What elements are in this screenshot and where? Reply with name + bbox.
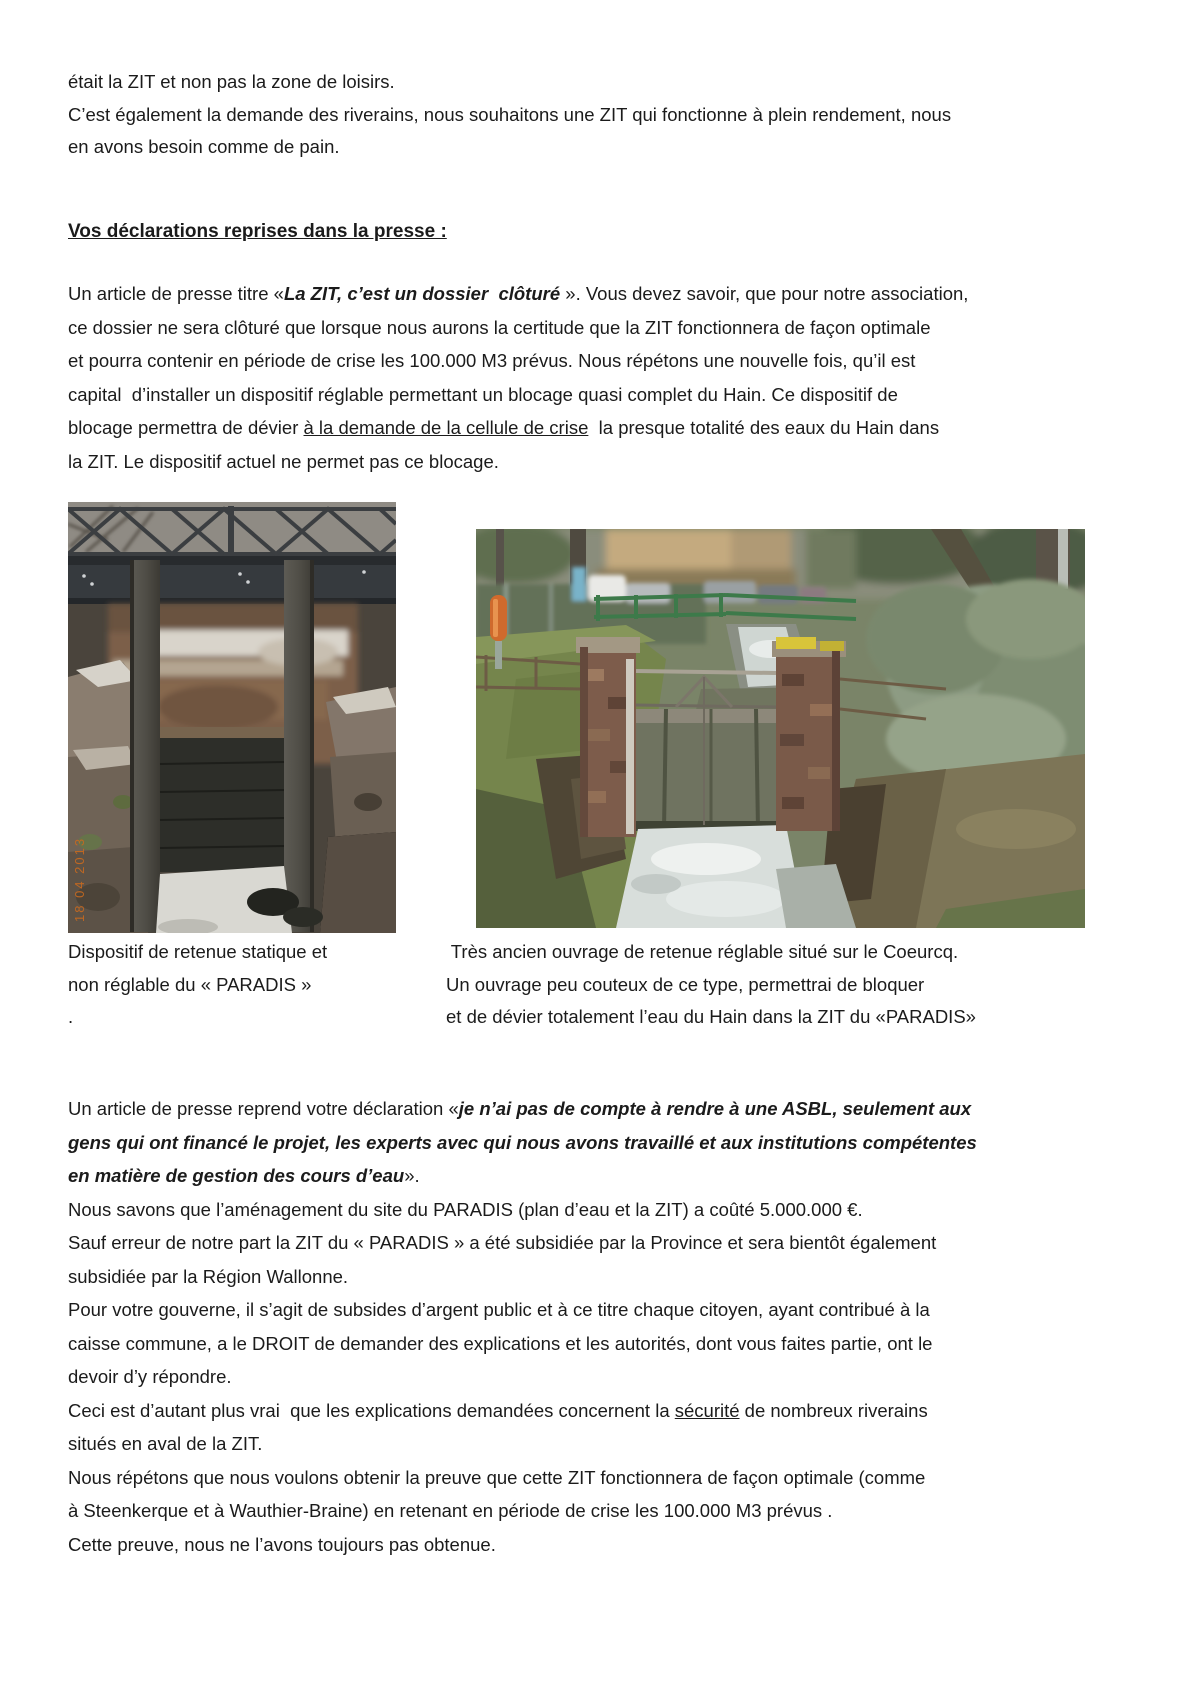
caption-line: et de dévier totalement l’eau du Hain dans la ZIT du «PARADIS» bbox=[446, 1006, 976, 1027]
brick-pillar-left bbox=[576, 637, 640, 837]
text-line: Nous répétons que nous voulons obtenir la preuve que cette ZIT fonctionnera de façon optimale (comme bbox=[68, 1466, 926, 1488]
section-heading bbox=[68, 220, 447, 244]
main-quote-bold-line: gens qui ont financé le projet, les experts avec qui nous avons travaillé et aux institutions compétentes bbox=[68, 1131, 977, 1153]
press-quote-bold: La ZIT, c’est un dossier clôturé bbox=[283, 283, 561, 304]
text-line: Nous savons que l’aménagement du site du PARADIS (plan d’eau et la ZIT) a coûté 5.000.000 €. bbox=[68, 1198, 863, 1220]
text-line: Sauf erreur de notre part la ZIT du « PARADIS » a été subsidiée par la Province et sera bientôt également bbox=[68, 1232, 937, 1253]
bank-right bbox=[816, 754, 1085, 928]
left-photo-static-weir bbox=[68, 502, 396, 933]
text-line: capital d’installer un dispositif réglable permettant un blocage quasi complet du Hain. Ce dispositif de bbox=[68, 383, 898, 405]
text-line: subsidiée par la Région Wallonne. bbox=[68, 1265, 349, 1287]
left-photo-illustration bbox=[68, 502, 396, 933]
text-line: et pourra contenir en période de crise les 100.000 M3 prévus. Nous répétons une nouvelle fois, qu’il est bbox=[68, 350, 916, 371]
main-underlined-word: sécurité bbox=[674, 1399, 740, 1421]
caption-line: Très ancien ouvrage de retenue réglable situé sur le Coeurcq. bbox=[446, 941, 959, 962]
text-line: la ZIT. Le dispositif actuel ne permet pas ce blocage. bbox=[68, 450, 499, 472]
press-l1-plain-end: ». Vous devez savoir, que pour notre association, bbox=[560, 283, 969, 304]
text-line bbox=[68, 277, 968, 311]
main-l10-plain-end: de nombreux riverains bbox=[739, 1399, 928, 1421]
right-photo-illustration bbox=[476, 529, 1085, 928]
main-l10-plain: Ceci est d’autant plus vrai que les explications demandées concernent la bbox=[68, 1399, 675, 1421]
camera-datestamp: 18 04 2013 bbox=[72, 836, 87, 922]
weir-gate bbox=[636, 709, 786, 831]
text-line: ce dossier ne sera clôturé que lorsque nous aurons la certitude que la ZIT fonctionnera de façon optimale bbox=[68, 316, 931, 338]
caption-line: non réglable du « PARADIS » bbox=[68, 973, 312, 995]
text-line: Cette preuve, nous ne l’avons toujours pas obtenue. bbox=[68, 1533, 496, 1555]
text-line bbox=[68, 1394, 977, 1428]
paragraph-press bbox=[68, 277, 968, 478]
text-line: C’est également la demande des riverains, nous souhaitons une ZIT qui fonctionne à plein rendement, nous bbox=[68, 103, 952, 125]
text-line: situés en aval de la ZIT. bbox=[68, 1433, 263, 1454]
text-line bbox=[68, 411, 968, 445]
press-l5-plain-end: la presque totalité des eaux du Hain dans bbox=[588, 417, 940, 438]
main-l1-plain: Un article de presse reprend votre déclaration « bbox=[68, 1098, 459, 1119]
caption-line: . bbox=[68, 1006, 74, 1027]
main-quote-bold: je n’ai pas de compte à rendre à une ASBL, seulement aux bbox=[458, 1098, 972, 1119]
caption-left-photo bbox=[68, 936, 327, 1034]
heading-text: Vos déclarations reprises dans la presse : bbox=[68, 221, 447, 242]
text-line: en avons besoin comme de pain. bbox=[68, 136, 340, 157]
text-line: caisse commune, a le DROIT de demander des explications et les autorités, dont vous faites partie, ont le bbox=[68, 1332, 933, 1354]
caption-right-photo bbox=[446, 936, 976, 1034]
text-line: était la ZIT et non pas la zone de loisirs. bbox=[68, 71, 395, 92]
text-line bbox=[68, 1159, 977, 1193]
right-photo-adjustable-weir bbox=[476, 529, 1085, 928]
press-l1-plain: Un article de presse titre « bbox=[68, 283, 284, 304]
text-line: à Steenkerque et à Wauthier-Braine) en retenant en période de crise les 100.000 M3 prévus . bbox=[68, 1500, 833, 1521]
text-line: devoir d’y répondre. bbox=[68, 1366, 232, 1387]
caption-line: Dispositif de retenue statique et bbox=[68, 941, 328, 962]
press-l5-plain: blocage permettra de dévier bbox=[68, 417, 304, 438]
paragraph-intro bbox=[68, 66, 951, 164]
press-underlined-phrase: à la demande de la cellule de crise bbox=[303, 417, 589, 438]
main-l3-plain: ». bbox=[404, 1165, 420, 1186]
text-line bbox=[68, 1092, 977, 1126]
paragraph-main bbox=[68, 1092, 977, 1561]
brick-pillar-right bbox=[772, 637, 846, 831]
main-quote-bold-end: en matière de gestion des cours d’eau bbox=[68, 1165, 405, 1186]
text-line: Pour votre gouverne, il s’agit de subsides d’argent public et à ce titre chaque citoyen, ayant contribué à la bbox=[68, 1299, 930, 1320]
caption-line: Un ouvrage peu couteux de ce type, permettrai de bloquer bbox=[446, 973, 925, 995]
bushes-right bbox=[866, 579, 1085, 784]
